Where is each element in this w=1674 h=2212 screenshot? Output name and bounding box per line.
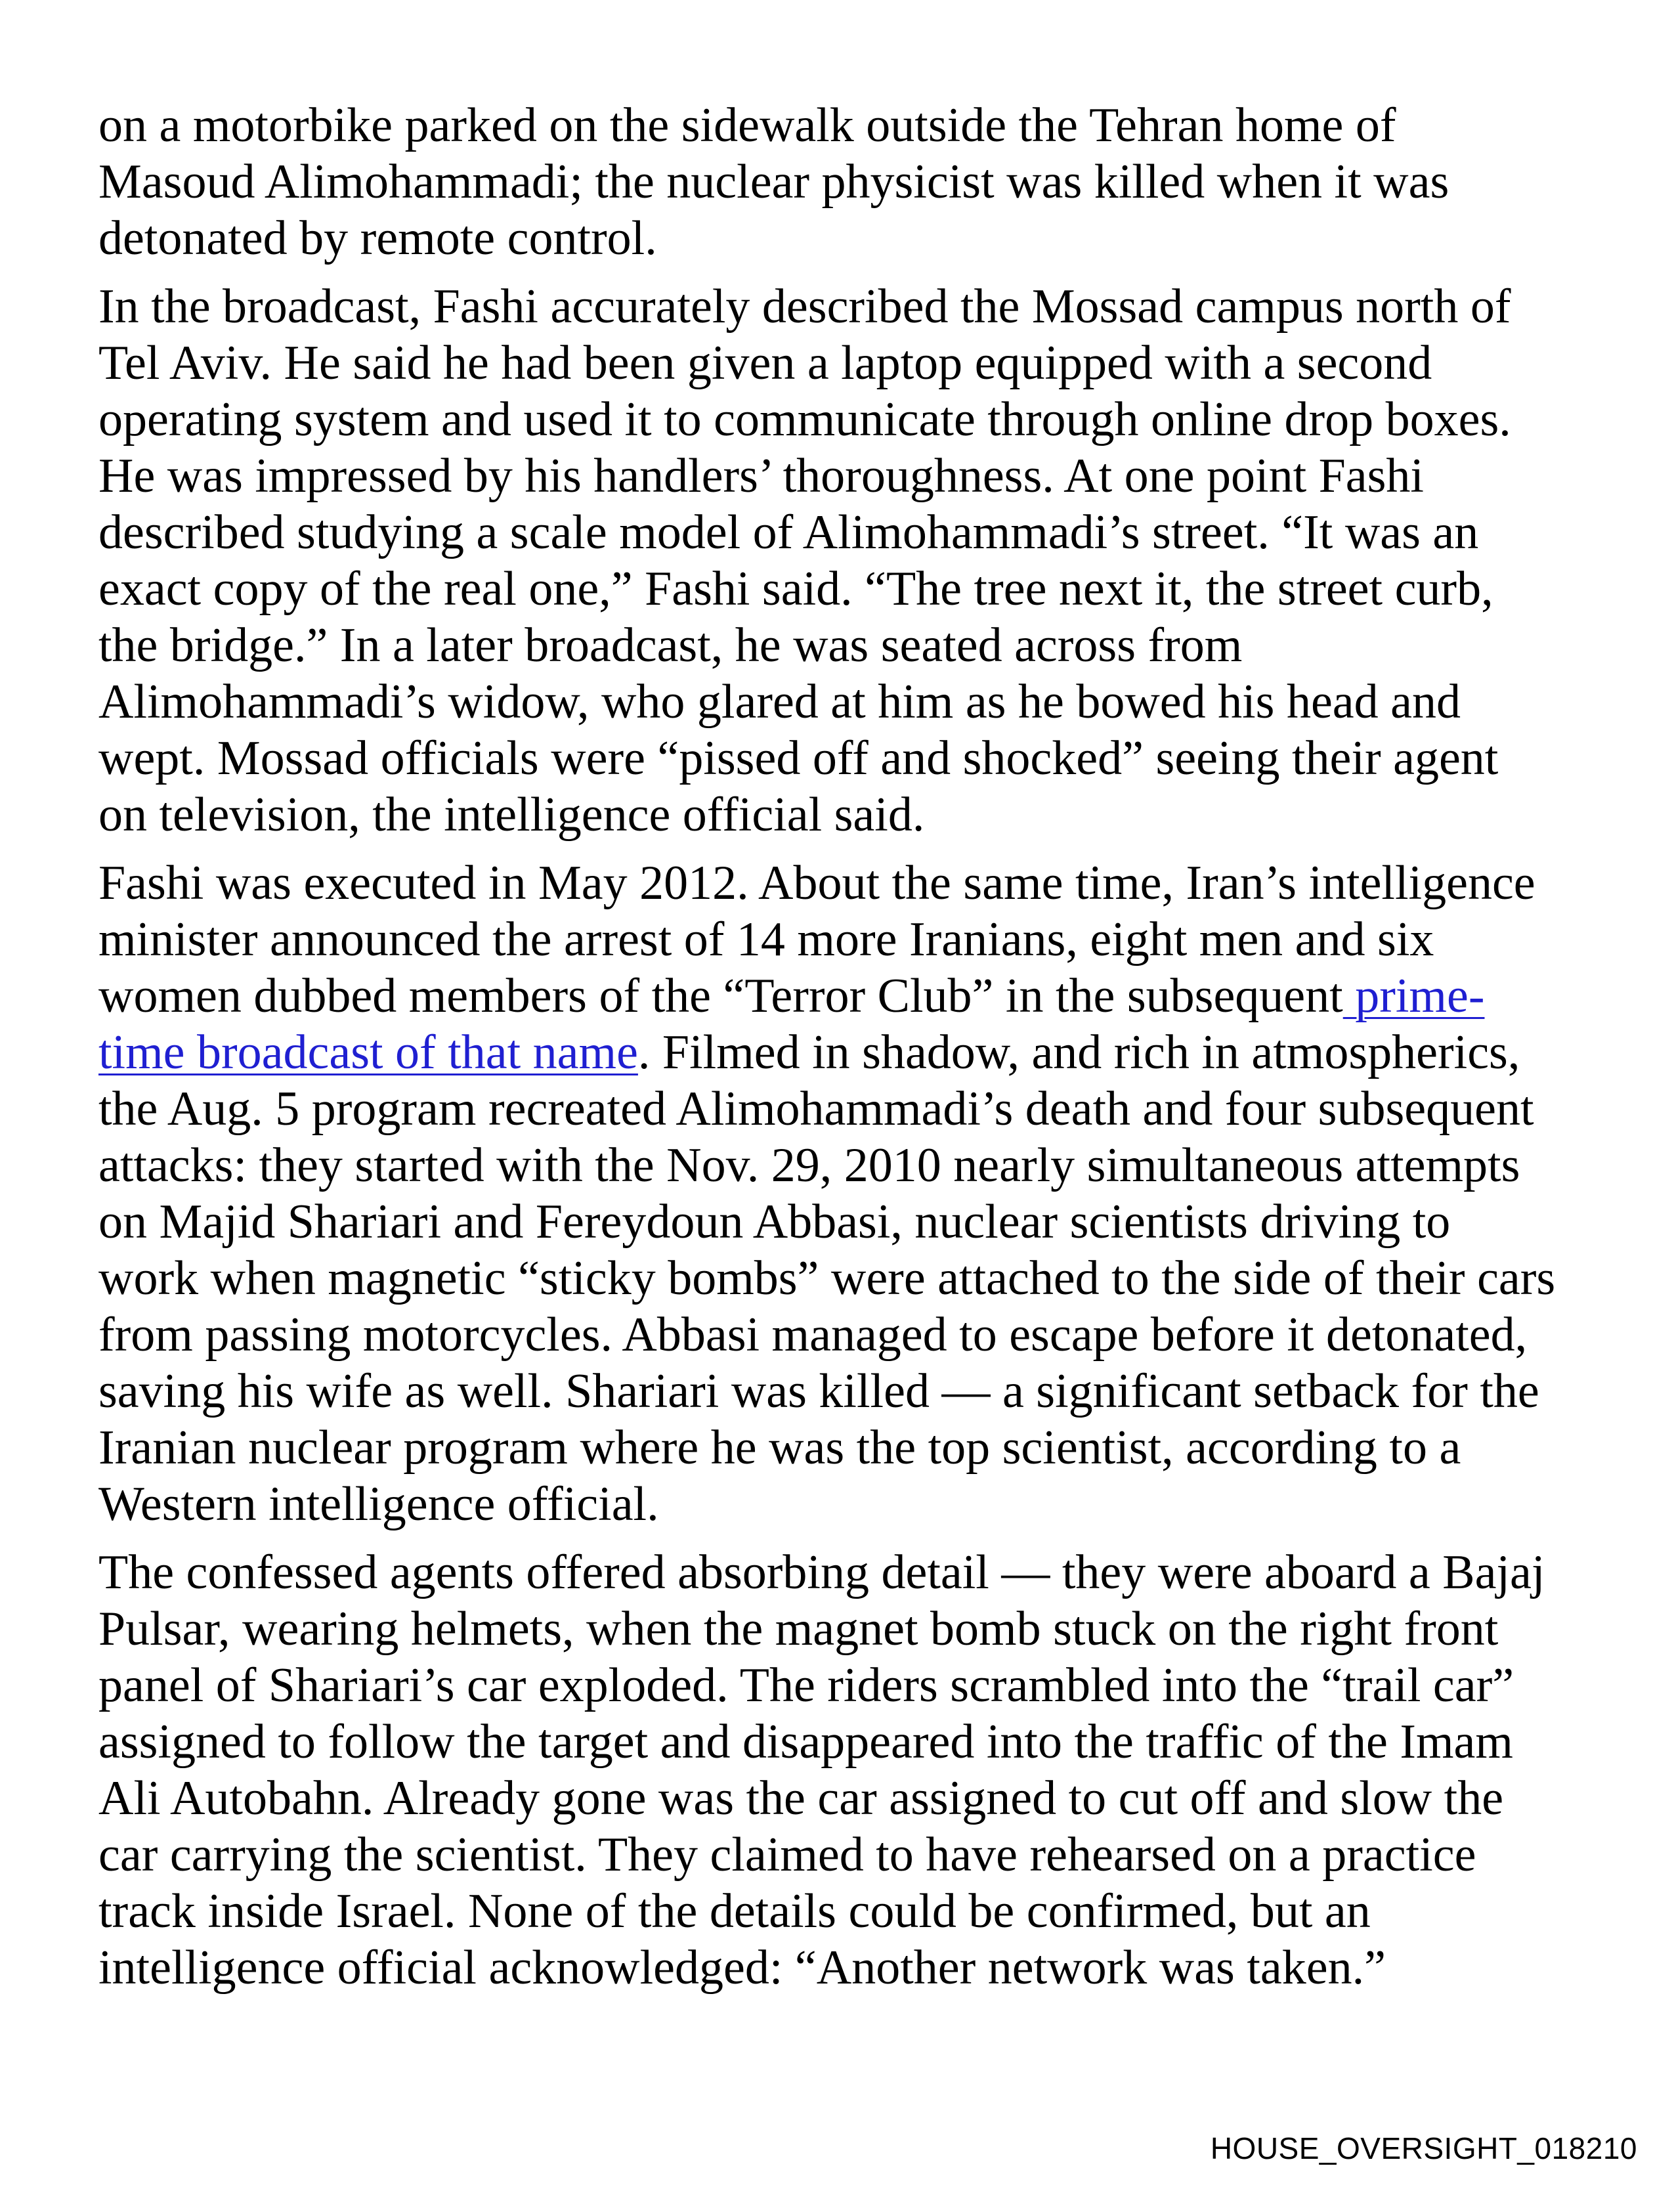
bates-number: HOUSE_OVERSIGHT_018210 <box>1210 2131 1637 2165</box>
text-line <box>98 1024 1582 1081</box>
broadcast-link-part-1[interactable]: prime- <box>1342 969 1485 1023</box>
paragraph-2 <box>98 278 1582 843</box>
text-line: the bridge.” In a later broadcast, he was seated across from <box>98 618 1243 672</box>
text-line: described studying a scale model of Alimohammadi’s street. “It was an <box>98 506 1479 559</box>
text-line: car carrying the scientist. They claimed to have rehearsed on a practice <box>98 1828 1476 1882</box>
text-line: minister announced the arrest of 14 more Iranians, eight men and six <box>98 913 1434 966</box>
text-segment: women dubbed members of the “Terror Club” in the subsequent <box>98 969 1343 1023</box>
text-line: assigned to follow the target and disappeared into the traffic of the Imam <box>98 1715 1513 1769</box>
text-line: intelligence official acknowledged: “Another network was taken.” <box>98 1941 1386 1995</box>
text-line: Iranian nuclear program where he was the top scientist, according to a <box>98 1421 1461 1475</box>
text-line: Alimohammadi’s widow, who glared at him as he bowed his head and <box>98 675 1461 729</box>
text-line: Tel Aviv. He said he had been given a laptop equipped with a second <box>98 336 1432 390</box>
paragraph-3 <box>98 855 1582 1532</box>
document-body <box>98 97 1582 2008</box>
text-line: Masoud Alimohammadi; the nuclear physicist was killed when it was <box>98 155 1449 209</box>
text-line: on a motorbike parked on the sidewalk outside the Tehran home of <box>98 98 1396 152</box>
text-line: the Aug. 5 program recreated Alimohammadi’s death and four subsequent <box>98 1082 1534 1136</box>
text-line: detonated by remote control. <box>98 211 657 265</box>
text-line: saving his wife as well. Shariari was killed — a significant setback for the <box>98 1364 1539 1418</box>
text-line: panel of Shariari’s car exploded. The riders scrambled into the “trail car” <box>98 1659 1514 1712</box>
text-line: on Majid Shariari and Fereydoun Abbasi, nuclear scientists driving to <box>98 1195 1451 1249</box>
text-line: on television, the intelligence official said. <box>98 788 925 842</box>
text-line: exact copy of the real one,” Fashi said. “The tree next it, the street curb, <box>98 562 1493 616</box>
text-line: attacks: they started with the Nov. 29, 2010 nearly simultaneous attempts <box>98 1139 1520 1192</box>
text-line: Fashi was executed in May 2012. About the same time, Iran’s intelligence <box>98 856 1535 910</box>
text-line: wept. Mossad officials were “pissed off and shocked” seeing their agent <box>98 731 1499 785</box>
text-line: Western intelligence official. <box>98 1477 659 1531</box>
text-line: The confessed agents offered absorbing detail — they were aboard a Bajaj <box>98 1546 1545 1599</box>
paragraph-1 <box>98 97 1582 267</box>
text-line: Pulsar, wearing helmets, when the magnet bomb stuck on the right front <box>98 1602 1499 1656</box>
text-segment: . Filmed in shadow, and rich in atmospherics, <box>637 1026 1520 1079</box>
text-line: He was impressed by his handlers’ thoroughness. At one point Fashi <box>98 449 1424 503</box>
text-line: track inside Israel. None of the details could be confirmed, but an <box>98 1884 1371 1938</box>
text-line: In the broadcast, Fashi accurately described the Mossad campus north of <box>98 280 1511 334</box>
text-line: Ali Autobahn. Already gone was the car assigned to cut off and slow the <box>98 1771 1504 1825</box>
paragraph-4 <box>98 1544 1582 1996</box>
text-line <box>98 968 1582 1024</box>
text-line: work when magnetic “sticky bombs” were attached to the side of their cars <box>98 1251 1556 1305</box>
text-line: operating system and used it to communicate through online drop boxes. <box>98 393 1511 446</box>
text-line: from passing motorcycles. Abbasi managed to escape before it detonated, <box>98 1308 1528 1362</box>
broadcast-link-part-2[interactable]: time broadcast of that name <box>98 1026 638 1079</box>
